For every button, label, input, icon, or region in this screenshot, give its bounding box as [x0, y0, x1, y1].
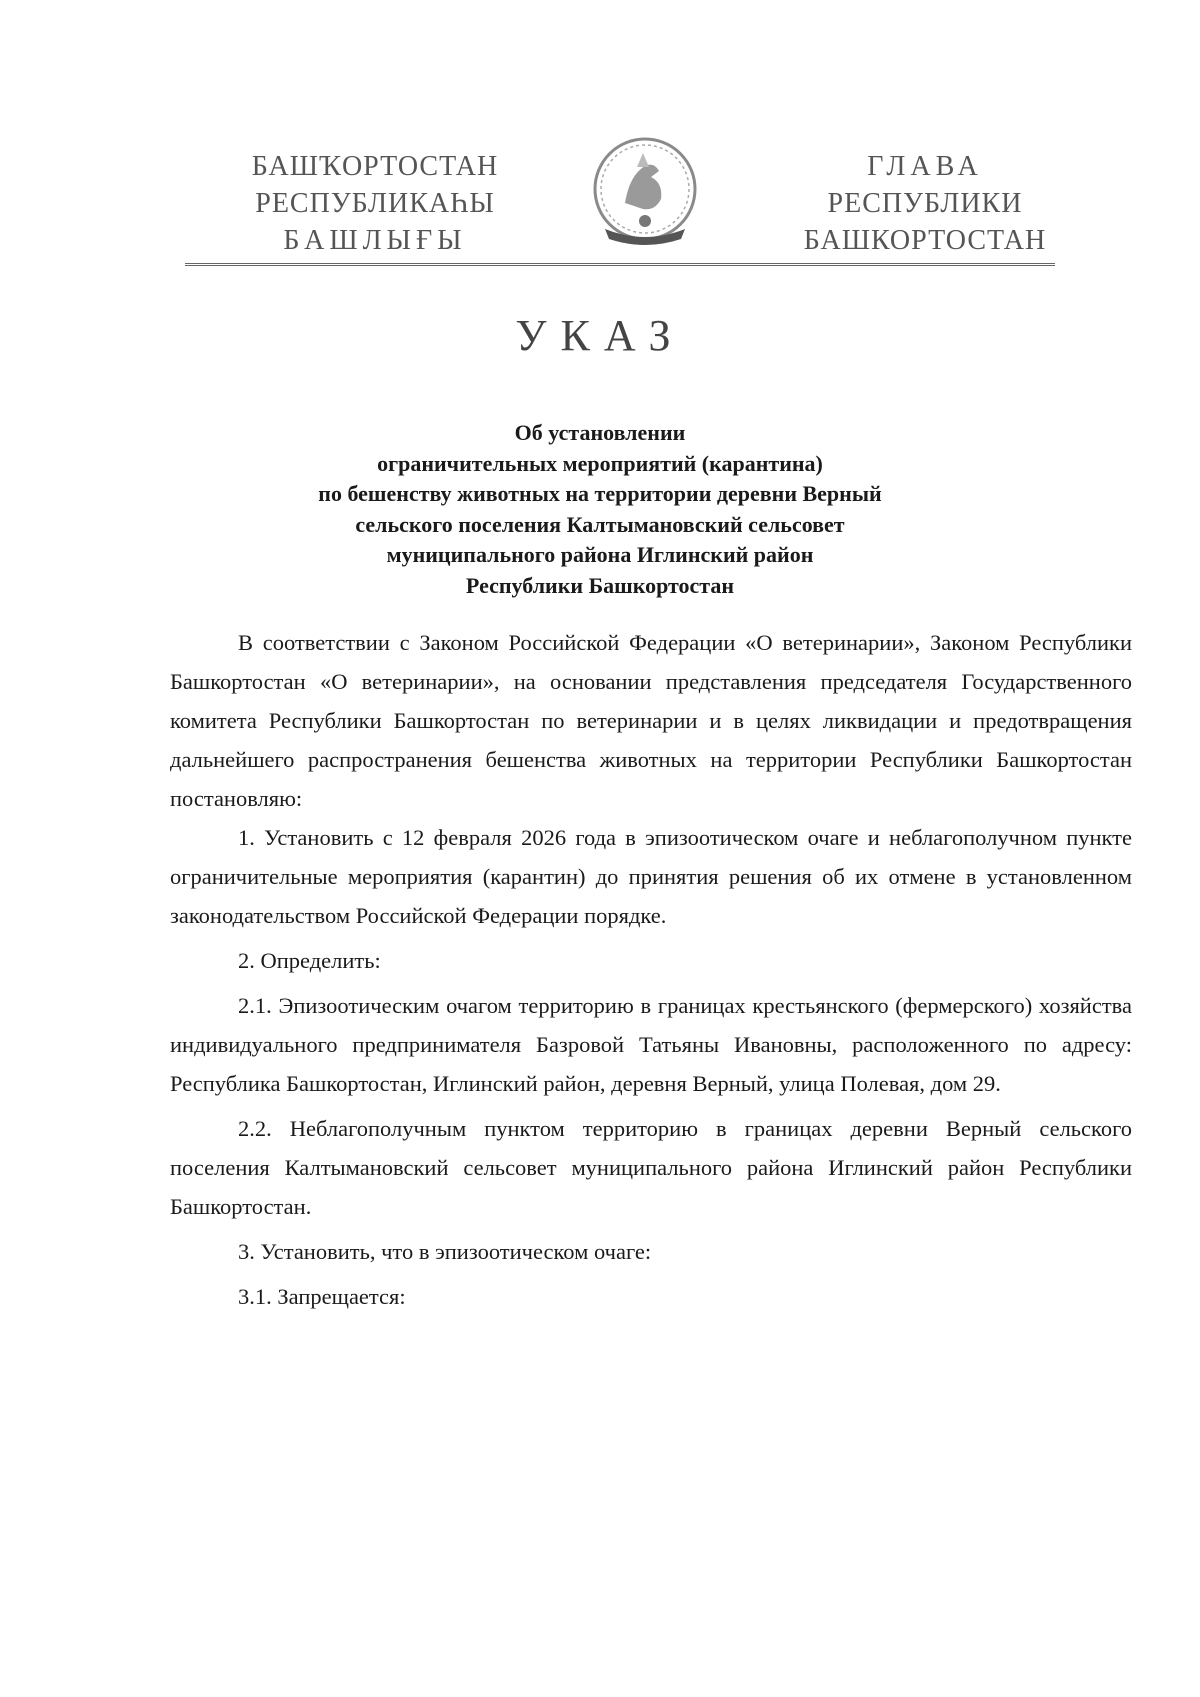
- coat-of-arms-icon: [585, 133, 705, 253]
- paragraph-item-2: 2. Определить:: [238, 948, 381, 973]
- header-left-bashkir: [225, 148, 525, 259]
- header-left-line-3: БАШЛЫҒЫ: [283, 225, 467, 256]
- paragraph-item-2-1: 2.1. Эпизоотическим очагом территорию в границах крестьянского (фермерского) хозяйства индивидуального предпринимателя Базровой Татьяны Ивановны, расположенного по адресу: Республика Башкортостан, Иглинский район, деревня Верный, улица Полевая, дом 29.: [170, 993, 1132, 1096]
- paragraph-item-2-2: 2.2. Неблагополучным пунктом территорию в границах деревни Верный сельского поселения Калтымановский сельсовет муниципального района Иглинский район Республики Башкортостан.: [170, 1116, 1132, 1219]
- heading-line-4: сельского поселения Калтымановский сельсовет: [355, 511, 845, 537]
- header-right-line-1: ГЛАВА: [867, 151, 983, 182]
- header-right-line-2: РЕСПУБЛИКИ: [827, 188, 1023, 219]
- heading-line-3: по бешенству животных на территории деревни Верный: [318, 481, 882, 506]
- paragraph-item-1: 1. Установить с 12 февраля 2026 года в эпизоотическом очаге и неблагополучном пункте ограничительные мероприятия (карантин) до принятия решения об их отмене в установленном законодательством Российской Федерации порядке.: [170, 825, 1132, 928]
- heading-line-2: ограничительных мероприятий (карантина): [377, 450, 823, 476]
- header-right-line-3: БАШКОРТОСТАН: [803, 225, 1047, 256]
- paragraph-item-3: 3. Установить, что в эпизоотическом очаге:: [238, 1239, 652, 1264]
- decree-heading: [200, 418, 1000, 601]
- header-divider: [185, 263, 1055, 266]
- paragraph-item-3-1: 3.1. Запрещается:: [238, 1284, 406, 1309]
- header-left-line-2: РЕСПУБЛИКАҺЫ: [255, 188, 495, 219]
- heading-line-1: Об установлении: [514, 420, 686, 445]
- header-right-russian: [785, 148, 1065, 259]
- heading-line-6: Республики Башкортостан: [465, 572, 735, 598]
- heading-line-5: муниципального района Иглинский район: [386, 542, 814, 567]
- header-left-line-1: БАШҠОРТОСТАН: [251, 151, 499, 182]
- paragraph-preamble: В соответствии с Законом Российской Федерации «О ветеринарии», Законом Республики Башкортостан «О ветеринарии», на основании представления председателя Государственного комитета Республики Башкортостан по ветеринарии и в целях ликвидации и предотвращения дальнейшего распространения бешенства животных на территории Республики Башкортостан постановляю:: [170, 630, 1132, 811]
- document-title: УКАЗ: [515, 311, 685, 360]
- decree-body: [170, 623, 1132, 1316]
